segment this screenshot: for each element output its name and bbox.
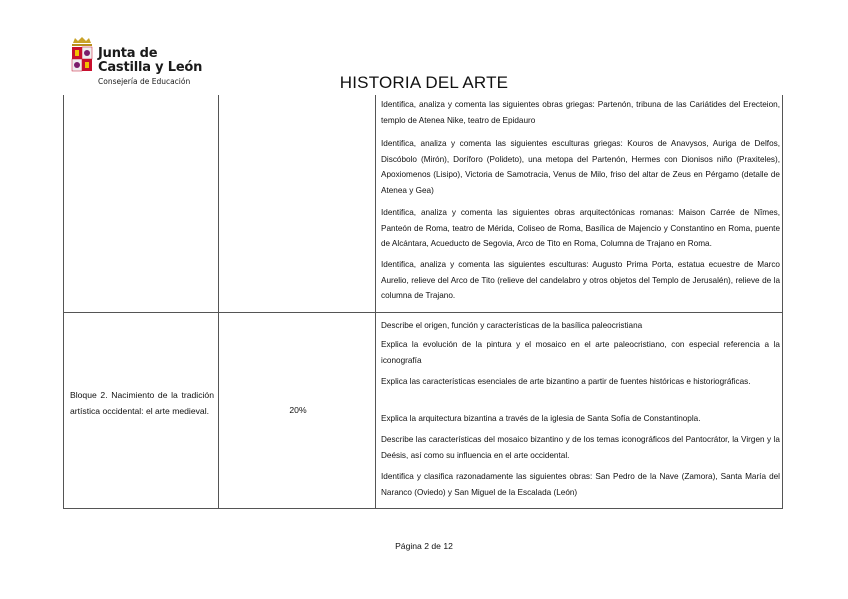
- standard-item: Identifica, analiza y comenta las siguientes esculturas griegas: Kouros de Anavysos, Auriga de Delfos, Discóbolo (Mirón), Doríforo (Polideto), una metopa del Partenón, Hermes con Dionisos niño (Praxiteles), Apoxiomenos (Lisipo), Victoria de Samotracia, Venus de Milo, friso del altar de Zeus en Pérgamo (detalle de Atenea y Gea): [381, 139, 780, 195]
- weight-value: 20%: [289, 405, 307, 415]
- column-divider: [218, 95, 219, 508]
- standard-item: Explica la evolución de la pintura y el mosaico en el arte paleocristiano, con especial referencia a la iconografía: [381, 340, 780, 365]
- standard-item: Explica la arquitectura bizantina a través de la iglesia de Santa Sofía de Constantinopla.: [381, 414, 701, 423]
- content-table: [63, 95, 783, 509]
- standard-item: Describe las características del mosaico bizantino y de los temas iconográficos del Pantocrátor, la Virgen y la Deésis, así como su influencia en el arte occidental.: [381, 435, 780, 460]
- standard-item: Identifica, analiza y comenta las siguientes obras arquitectónicas romanas: Maison Carrée de Nîmes, Panteón de Roma, teatro de Mérida, Coliseo de Roma, Basílica de Majencio y Constantino en Roma, puente de Alcántara, Acueducto de Segovia, Arco de Tito en Roma, Columna de Trajano en Roma.: [381, 208, 780, 248]
- coat-of-arms-icon: [70, 36, 94, 76]
- logo-line1: Junta de: [98, 46, 158, 61]
- standard-item: Identifica, analiza y comenta las siguientes esculturas: Augusto Prima Porta, estatua ecuestre de Marco Aurelio, relieve del Arco de Tito (relieve del candelabro y otros objetos del Templo de Jerusalén), relieve de la columna de Trajano.: [381, 260, 780, 300]
- column-divider: [375, 95, 376, 508]
- standard-item: Identifica, analiza y comenta las siguientes obras griegas: Partenón, tribuna de las Cariátides del Erecteion, templo de Atenea Nike, teatro de Epidauro: [381, 100, 780, 125]
- logo-line2: Castilla y León: [98, 60, 203, 75]
- standard-item: Describe el origen, función y características de la basílica paleocristiana: [381, 321, 643, 330]
- block-label: Bloque 2. Nacimiento de la tradición artística occidental: el arte medieval.: [70, 390, 214, 416]
- standard-item: Identifica y clasifica razonadamente las siguientes obras: San Pedro de la Nave (Zamora), Santa María del Naranco (Oviedo) y San Miguel de la Escalada (León): [381, 472, 780, 497]
- logo-line3: Consejería de Educación: [98, 77, 191, 86]
- row-divider: [64, 312, 782, 313]
- page-title: HISTORIA DEL ARTE: [339, 73, 509, 92]
- page-number: Página 2 de 12: [395, 541, 453, 551]
- standard-item: Explica las características esenciales de arte bizantino a partir de fuentes históricas e historiográficas.: [381, 377, 751, 386]
